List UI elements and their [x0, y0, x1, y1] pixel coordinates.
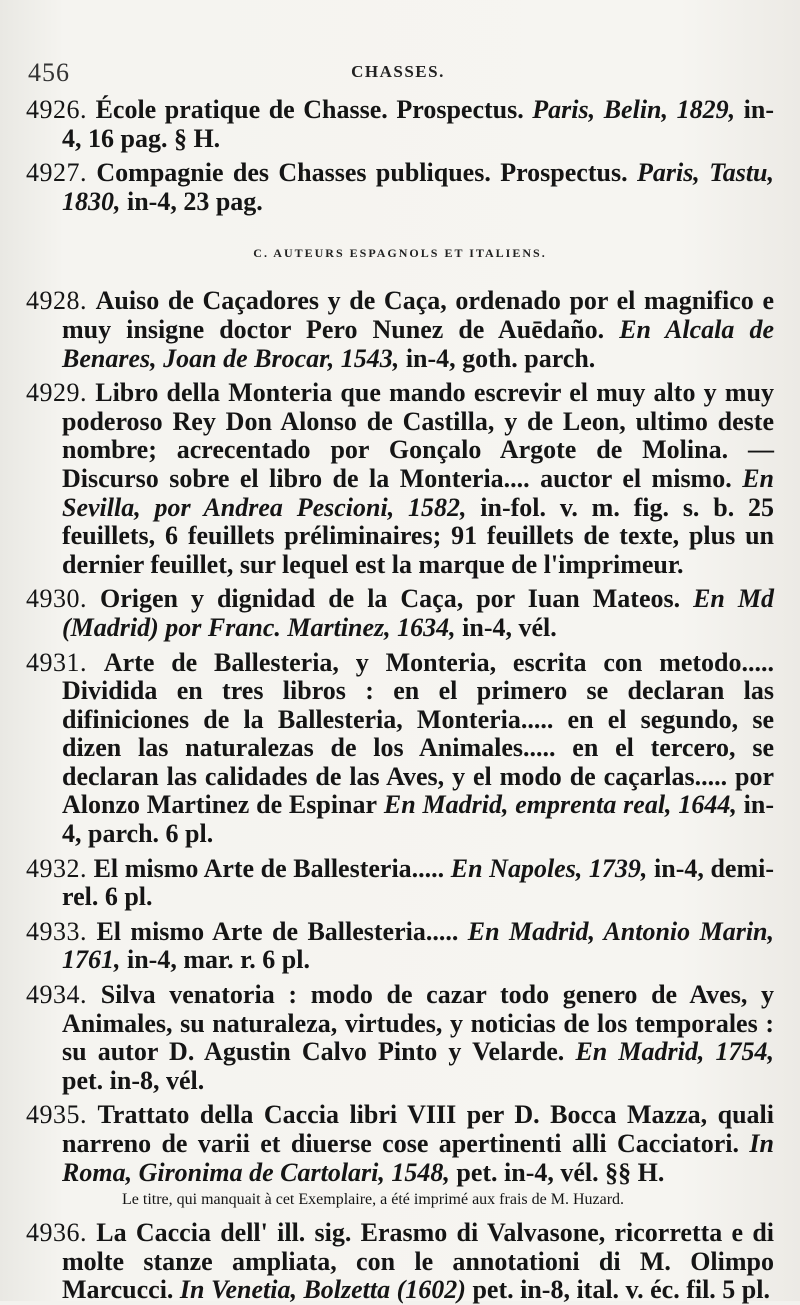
catalogue-entry [26, 1101, 774, 1187]
entry-number: 4930. [26, 584, 87, 614]
entry-imprint: En Alcala de Benares, Joan de Brocar, 1543, [62, 314, 774, 373]
entry-number: 4927. [26, 158, 87, 188]
entry-title: Silva venatoria : modo de cazar todo genero de Aves, y Animales, su naturaleza, virtudes, y noticias de los temporales : su autor D. Agustin Calvo Pinto y Velarde. [62, 980, 775, 1067]
entry-details: in-4, demi-rel. 6 pl. [62, 853, 775, 912]
entry-details: pet. in-8, ital. v. éc. fil. 5 pl. [472, 1275, 770, 1305]
catalogue-entry [26, 918, 774, 975]
catalogue-entry [26, 379, 774, 579]
entry-title: Libro della Monteria que mando escrevir el muy alto y muy poderoso Rey Don Alonso de Castilla, y de Leon, ultimo deste nombre; acrecentado por Gonçalo Argote de Molina. — Discurso sobre el libro de la Monteria.... auctor el mismo. [62, 378, 775, 493]
entry-number: 4931. [26, 647, 87, 677]
entry-number: 4932. [26, 853, 87, 883]
entry-imprint: Paris, Belin, 1829, [532, 95, 736, 124]
catalogue-entry [26, 96, 774, 153]
page-number: 456 [28, 58, 70, 87]
entry-imprint: En Madrid, 1754, [575, 1037, 774, 1067]
entry-title: La Caccia dell' ill. sig. Erasmo di Valvasone, ricorretta e di molte stanze ampliata, con le annotationi di M. Olimpo Marcucci. [62, 1218, 775, 1305]
entry-title: Compagnie des Chasses publiques. Prospectus. [96, 158, 628, 188]
catalogue-entry [26, 855, 774, 912]
entry-number: 4935. [26, 1100, 87, 1130]
catalogue-entry [26, 649, 774, 849]
entry-title: Arte de Ballesteria, y Monteria, escrita con metodo..... Dividida en tres libros : en el primero se declaran las difiniciones de la Ballesteria, Monteria..... en el segundo, se dizen las naturalezas de los Animales..... en el tercero, se declaran las calidades de las Aves, y el modo de caçarlas..... por Alonzo Martinez de Espinar [62, 647, 775, 820]
entry-details: pet. in-4, vél. §§ H. [456, 1157, 665, 1187]
entry-number: 4929. [26, 378, 87, 408]
running-title: CHASSES. [351, 62, 445, 81]
entry-details: in-4, 23 pag. [127, 186, 263, 216]
entry-title: École pratique de Chasse. Prospectus. [95, 95, 524, 124]
section-heading: C. AUTEURS ESPAGNOLS ET ITALIENS. [253, 246, 547, 261]
entry-imprint: En Sevilla, por Andrea Pescioni, 1582, [62, 463, 774, 522]
entry-imprint: En Madrid, Antonio Marin, 1761, [62, 916, 775, 975]
entry-details: in-4, parch. 6 pl. [62, 790, 775, 849]
catalogue-entry [26, 1219, 774, 1305]
entry-details: in-4, vél. [462, 612, 557, 642]
entry-title: Origen y dignidad de la Caça, por Iuan Mateos. [99, 584, 681, 614]
entry-imprint: En Md (Madrid) por Franc. Martinez, 1634, [62, 584, 774, 642]
catalogue-entry [26, 159, 774, 216]
catalogue-entries [26, 96, 774, 1305]
entry-imprint: In Roma, Gironima de Cartolari, 1548, [62, 1129, 774, 1187]
entry-imprint: En Napoles, 1739, [450, 853, 648, 883]
entry-imprint: In Venetia, Bolzetta (1602) [179, 1275, 466, 1305]
entry-number: 4933. [26, 916, 87, 946]
entry-imprint: En Madrid, emprenta real, 1644, [383, 790, 737, 820]
entry-number: 4928. [26, 286, 87, 316]
entry-title: Trattato della Caccia libri VIII per D. Bocca Mazza, quali narreno de varii et diuerse cose apertinenti alli Cacciatori. [62, 1100, 774, 1158]
catalogue-entry [26, 585, 774, 642]
entry-number: 4926. [26, 95, 87, 124]
entry-details: in-4, 16 pag. § H. [62, 95, 774, 153]
entry-note: Le titre, qui manquait à cet Exemplaire, a été imprimé aux frais de M. Huzard. [122, 1191, 625, 1209]
entry-title: Auiso de Caçadores y de Caça, ordenado por el magnifico e muy insigne doctor Pero Nunez de Auēdaño. [62, 286, 774, 344]
entry-imprint: Paris, Tastu, 1830, [62, 158, 774, 216]
entry-number: 4934. [26, 980, 87, 1010]
entry-details: in-fol. v. m. fig. s. b. 25 feuillets, 6 feuillets préliminaires; 91 feuillets de texte, plus un dernier feuillet, sur lequel est la marque de l'imprimeur. [62, 492, 774, 579]
entry-details: pet. in-8, vél. [62, 1065, 205, 1095]
catalogue-entry [26, 287, 774, 373]
page-header [28, 56, 768, 90]
catalogue-entry [26, 981, 774, 1095]
entry-title: El mismo Arte de Ballesteria..... [93, 853, 445, 883]
entry-title: El mismo Arte de Ballesteria..... [96, 916, 459, 946]
entry-details: in-4, goth. parch. [405, 343, 596, 373]
entry-number: 4936. [26, 1218, 87, 1248]
entry-details: in-4, mar. r. 6 pl. [127, 945, 310, 975]
